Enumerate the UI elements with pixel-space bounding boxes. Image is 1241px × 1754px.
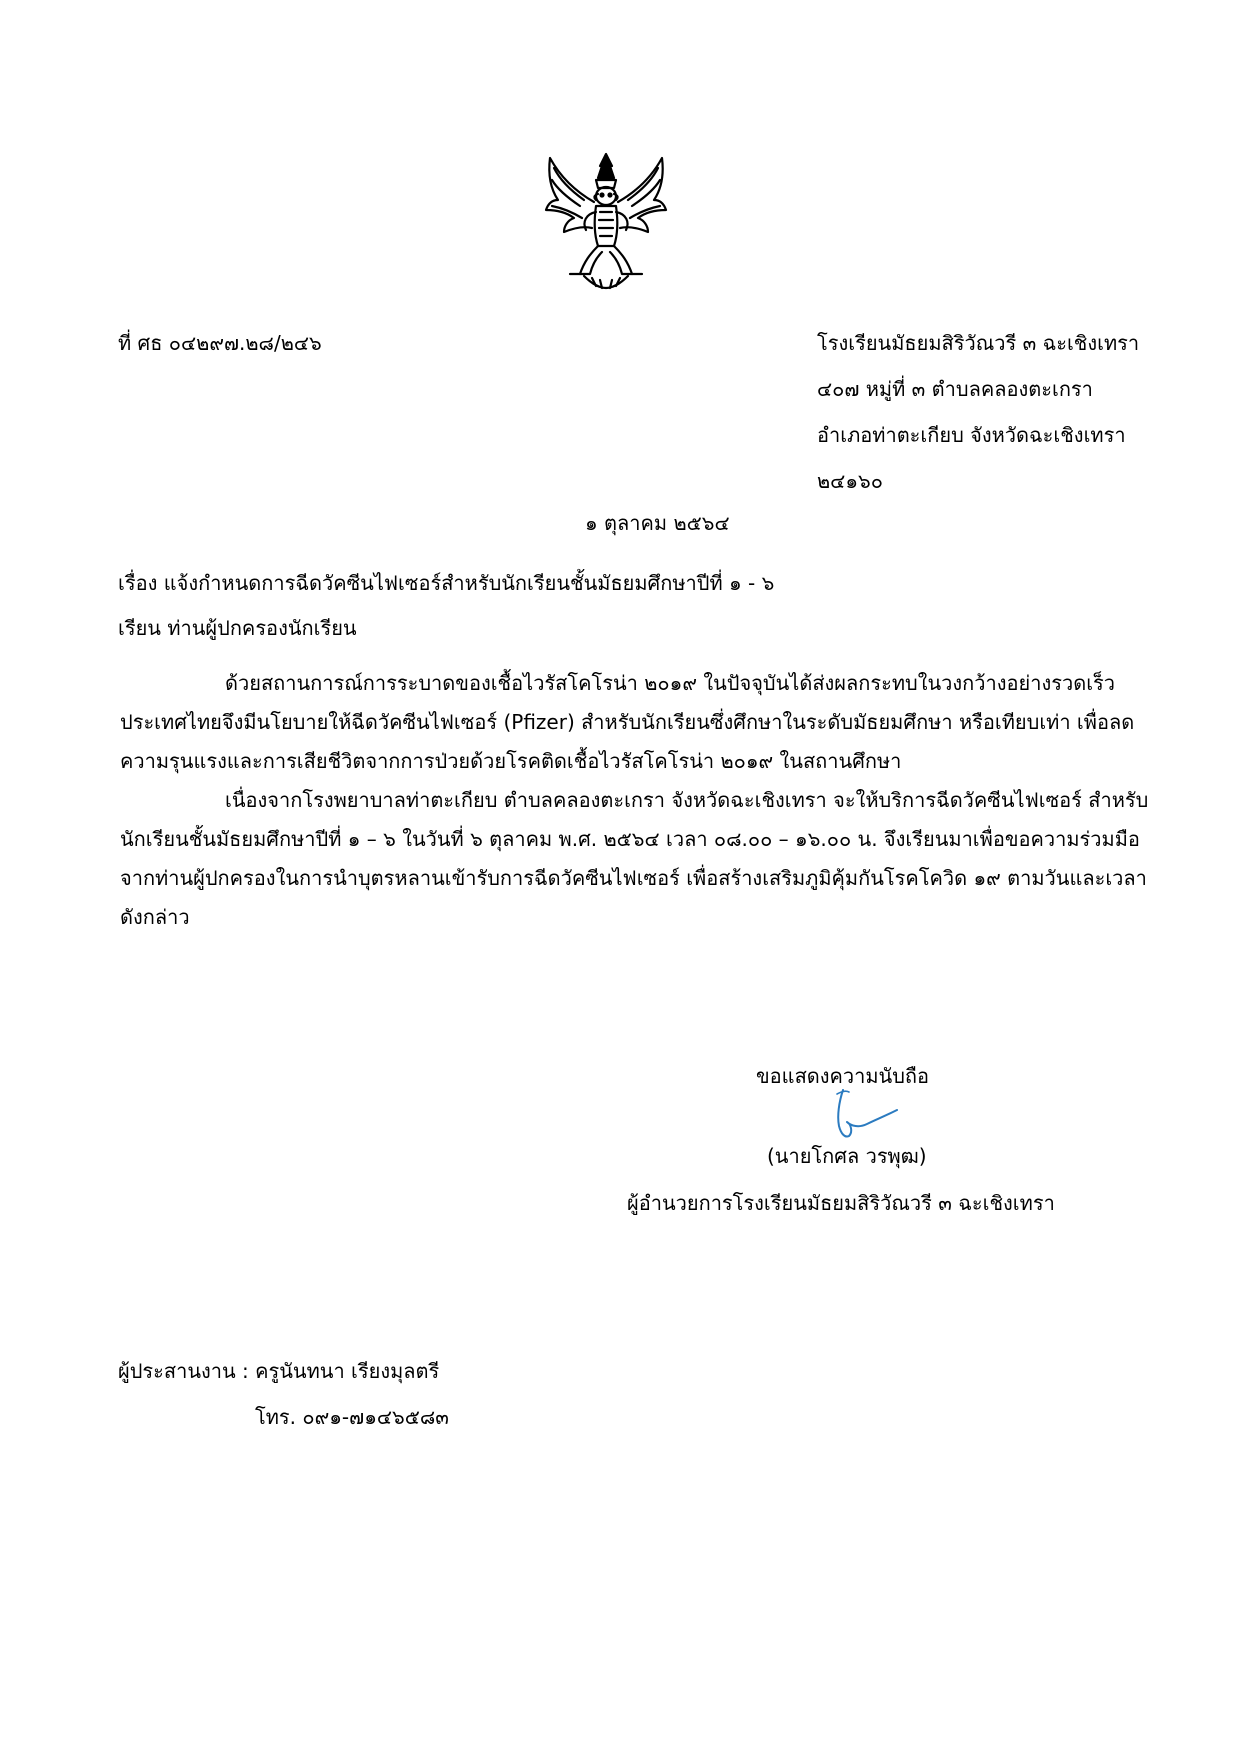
sender-address-line-4: ๒๔๑๖๐	[817, 469, 883, 493]
coordinator-label: ผู้ประสานงาน : ครูนันทนา เรียงมุลตรี	[118, 1359, 440, 1383]
garuda-emblem-icon	[540, 150, 672, 290]
coordinator-phone: โทร. ๐๙๑-๗๑๔๖๕๘๓	[255, 1405, 449, 1429]
letter-subject: เรื่อง แจ้งกำหนดการฉีดวัคซีนไฟเซอร์สำหรับนักเรียนชั้นมัธยมศึกษาปีที่ ๑ - ๖	[118, 571, 775, 595]
letter-date: ๑ ตุลาคม ๒๕๖๔	[585, 511, 730, 535]
body-paragraph-2: เนื่องจากโรงพยาบาลท่าตะเกียบ ตำบลคลองตะเกรา จังหวัดฉะเชิงเทรา จะให้บริการฉีดวัคซีนไฟเซอร์ สำหรับนักเรียนชั้นมัธยมศึกษาปีที่ ๑ – ๖ ในวันที่ ๖ ตุลาคม พ.ศ. ๒๕๖๔ เวลา ๐๘.๐๐ – ๑๖.๐๐ น. จึงเรียนมาเพื่อขอความร่วมมือจากท่านผู้ปกครองในการนำบุตรหลานเข้ารับการฉีดวัคซีนไฟเซอร์ เพื่อสร้างเสริมภูมิคุ้มกันโรคโควิด ๑๙ ตามวันและเวลาดังกล่าว	[120, 788, 1149, 929]
sender-address-line-2: ๔๐๗ หมู่ที่ ๓ ตำบลคลองตะเกรา	[817, 377, 1093, 401]
signature-image	[815, 1086, 905, 1144]
closing-salutation: ขอแสดงความนับถือ	[756, 1064, 930, 1088]
reference-number: ที่ ศธ ๐๔๒๙๗.๒๘/๒๔๖	[118, 331, 322, 355]
body-paragraph-1: ด้วยสถานการณ์การระบาดของเชื้อไวรัสโคโรน่า ๒๐๑๙ ในปัจจุบันได้ส่งผลกระทบในวงกว้างอย่างรวดเร็ว ประเทศไทยจึงมีนโยบายให้ฉีดวัคซีนไฟเซอร์ (Pfizer) สำหรับนักเรียนซึ่งศึกษาในระดับมัธยมศึกษา หรือเทียบเท่า เพื่อลดความรุนแรงและการเสียชีวิตจากการป่วยด้วยโรคติดเชื้อไวรัสโคโรน่า ๒๐๑๙ ในสถานศึกษา	[120, 671, 1135, 773]
sender-address-line-1: โรงเรียนมัธยมสิริวัณวรี ๓ ฉะเชิงเทรา	[817, 331, 1140, 355]
letter-body	[120, 664, 1150, 937]
sender-address-line-3: อำเภอท่าตะเกียบ จังหวัดฉะเชิงเทรา	[817, 423, 1126, 447]
signer-name: (นายโกศล วรพุฒ)	[767, 1144, 927, 1168]
signer-title: ผู้อำนวยการโรงเรียนมัธยมสิริวัณวรี ๓ ฉะเชิงเทรา	[627, 1191, 1055, 1215]
letter-recipient: เรียน ท่านผู้ปกครองนักเรียน	[118, 616, 357, 640]
